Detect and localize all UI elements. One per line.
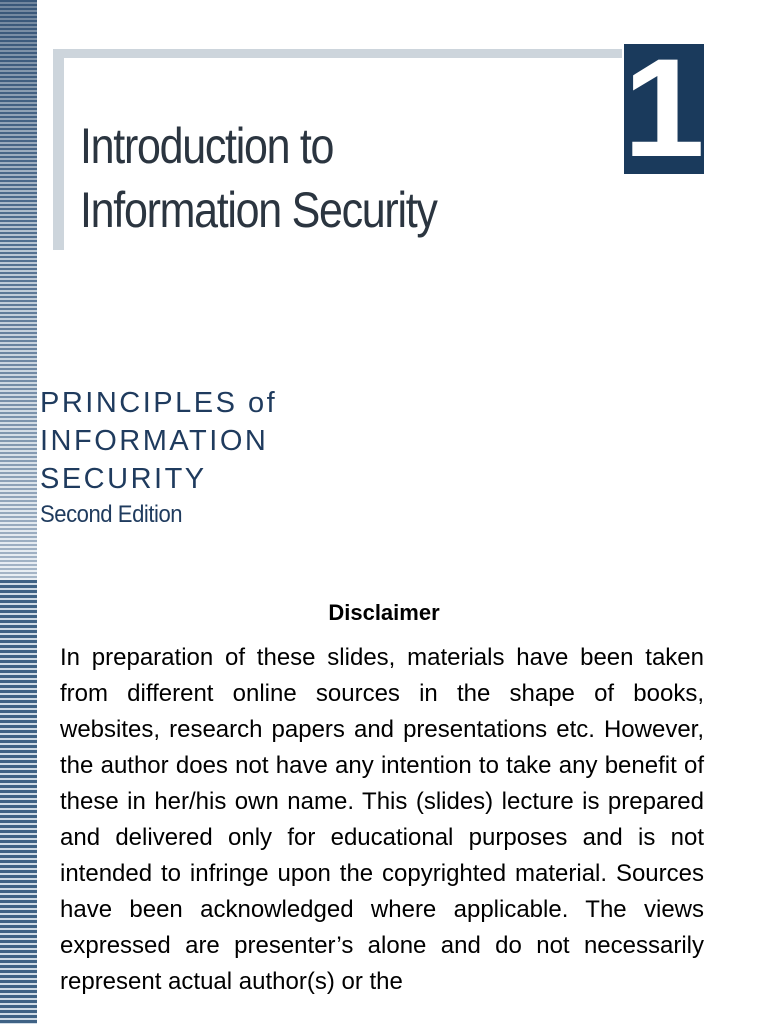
slide-title-line-1: Introduction to <box>80 118 334 174</box>
left-stripe-top-shade <box>0 0 37 580</box>
left-stripe-bottom <box>0 580 37 1024</box>
slide-title <box>80 114 527 242</box>
title-frame-top <box>53 49 622 58</box>
book-edition: Second Edition <box>40 501 183 528</box>
chapter-number-box <box>623 29 705 186</box>
book-label <box>40 384 277 530</box>
chapter-number: 1 <box>623 29 705 186</box>
book-title-line-3: SECURITY <box>40 463 207 495</box>
title-frame-left <box>53 49 64 250</box>
book-title-line-2: INFORMATION <box>40 425 269 457</box>
slide-title-line-2: Information Security <box>80 182 437 238</box>
book-title-line-1: PRINCIPLES of <box>40 387 278 419</box>
disclaimer-body: In preparation of these slides, materials have been taken from different online sources in the shape of books, websites, research papers and presentations etc. However, the author does not have any intention to take any benefit of these in her/his own name. This (slides) lecture is prepared and delivered only for educational purposes and is not intended to infringe upon the copyrighted material. Sources have been acknowledged where applicable. The views expressed are presenter’s alone and do not necessarily represent actual author(s) or the <box>60 644 704 995</box>
disclaimer-heading: Disclaimer <box>328 600 440 625</box>
